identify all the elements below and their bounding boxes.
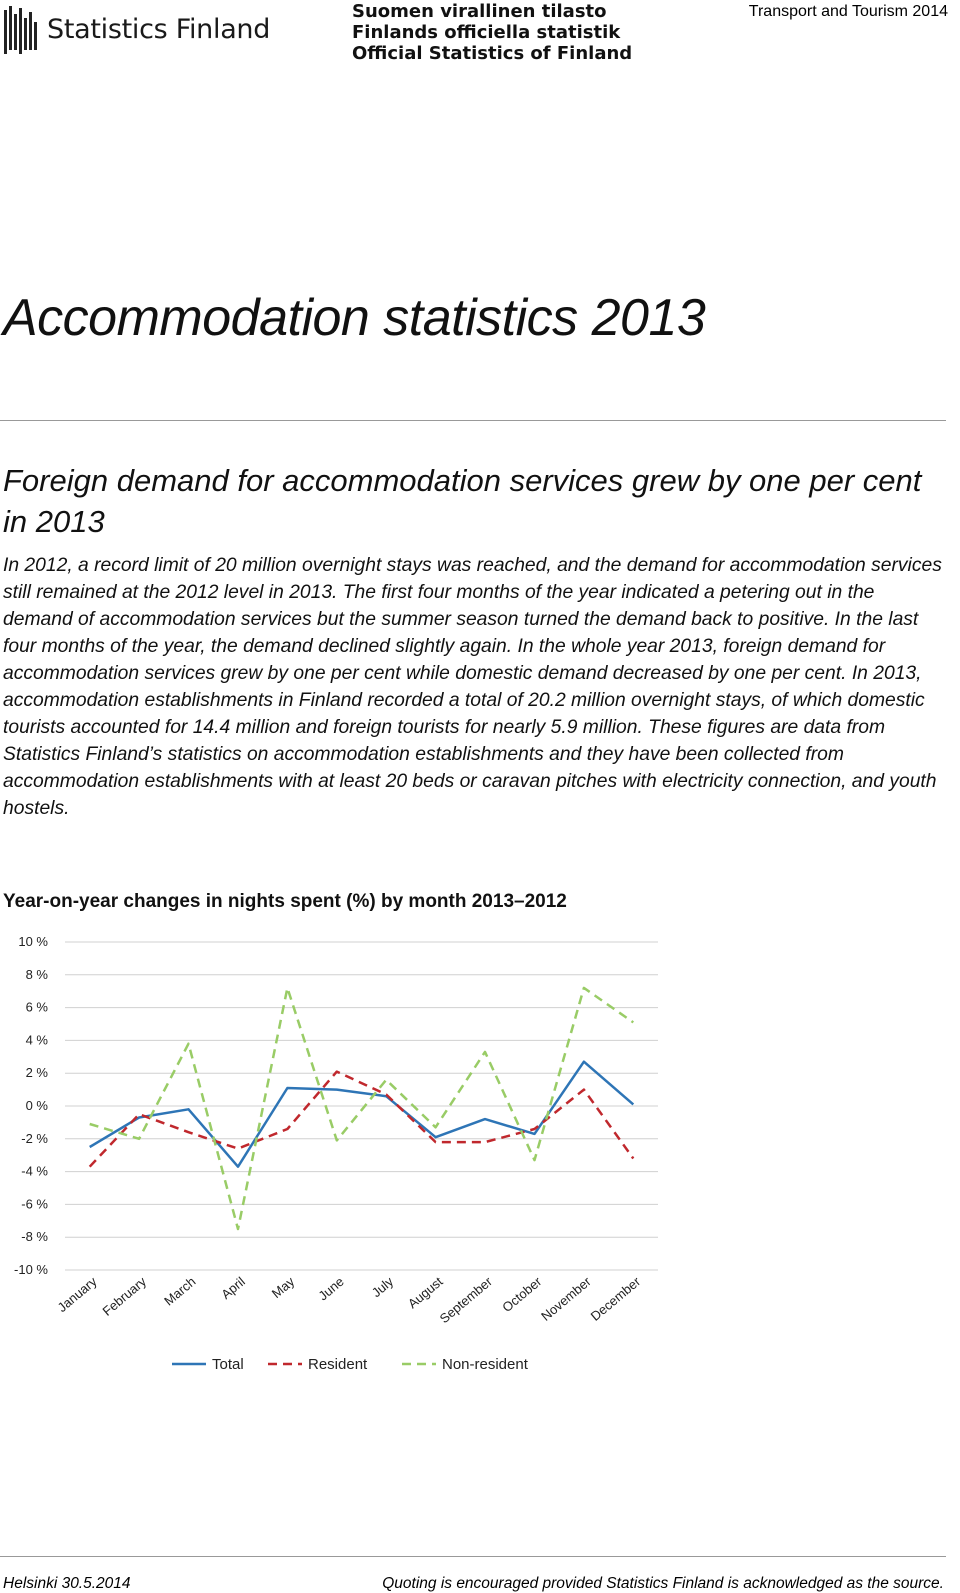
title-divider [0,420,946,421]
y-tick-label: -2 % [21,1130,48,1146]
footer-place-date: Helsinki 30.5.2014 [3,1575,131,1592]
logo-mark-icon [2,4,42,56]
page-title: Accommodation statistics 2013 [3,289,706,347]
x-tick-label: March [161,1273,199,1309]
footer-quoting-note: Quoting is encouraged provided Statistics Finland is acknowledged as the source. [382,1575,944,1592]
legend-label: Resident [308,1356,368,1373]
y-tick-label: -10 % [14,1262,48,1277]
official-line-fi: Suomen virallinen tilasto [352,1,607,22]
x-tick-label: February [99,1273,150,1319]
y-tick-label: 8 % [25,966,48,982]
x-tick-label: December [587,1273,644,1324]
article-subtitle: Foreign demand for accommodation services grew by one per cent in 2013 [3,463,922,539]
x-tick-label: June [315,1273,347,1304]
official-line-sv: Finlands officiella statistik [352,22,621,43]
y-tick-label: 4 % [25,1032,48,1048]
y-tick-label: 2 % [25,1065,48,1081]
statistics-finland-logo [2,4,292,56]
x-tick-label: August [404,1273,446,1312]
y-tick-label: 0 % [25,1098,48,1113]
legend-label: Non-resident [442,1356,528,1373]
x-tick-label: January [54,1273,100,1316]
y-tick-label: 6 % [25,999,48,1015]
footer-divider [0,1556,946,1557]
x-tick-label: July [368,1273,397,1301]
x-tick-label: September [436,1273,495,1327]
x-tick-label: November [538,1273,594,1324]
y-tick-label: -4 % [21,1163,48,1179]
official-line-en: Official Statistics of Finland [352,43,633,64]
series-line-resident [90,1072,634,1167]
line-chart [0,925,680,1385]
article-body: In 2012, a record limit of 20 million overnight stays was reached, and the demand for accommodation services still remained at the 2012 level in 2013. The first four months of the year indicated a petering out in the demand of accommodation services but the summer season turned the demand back to positive. In the last four months of the year, the demand declined slightly again. In the whole year 2013, foreign demand for accommodation services grew by one per cent while domestic demand decreased by one per cent. In 2013, accommodation establishments in Finland recorded a total of 20.2 million overnight stays, of which domestic tourists accounted for 14.4 million and foreign tourists for nearly 5.9 million. These figures are data from Statistics Finland’s statistics on accommodation establishments and they have been collected from accommodation establishments with at least 20 beds or caravan pitches with electricity connection, and youth hostels. [3,555,942,819]
logo-text: Statistics Finland [47,14,271,45]
series-label: Transport and Tourism 2014 [748,3,948,20]
x-tick-label: April [218,1273,248,1303]
y-tick-label: -8 % [21,1229,48,1245]
legend-label: Total [212,1356,244,1373]
chart-title: Year-on-year changes in nights spent (%) by month 2013–2012 [3,891,567,912]
y-tick-label: -6 % [21,1196,48,1212]
official-statistics-label [352,1,632,64]
x-tick-label: May [268,1273,298,1302]
y-tick-label: 10 % [18,934,48,949]
x-tick-label: October [499,1273,545,1316]
